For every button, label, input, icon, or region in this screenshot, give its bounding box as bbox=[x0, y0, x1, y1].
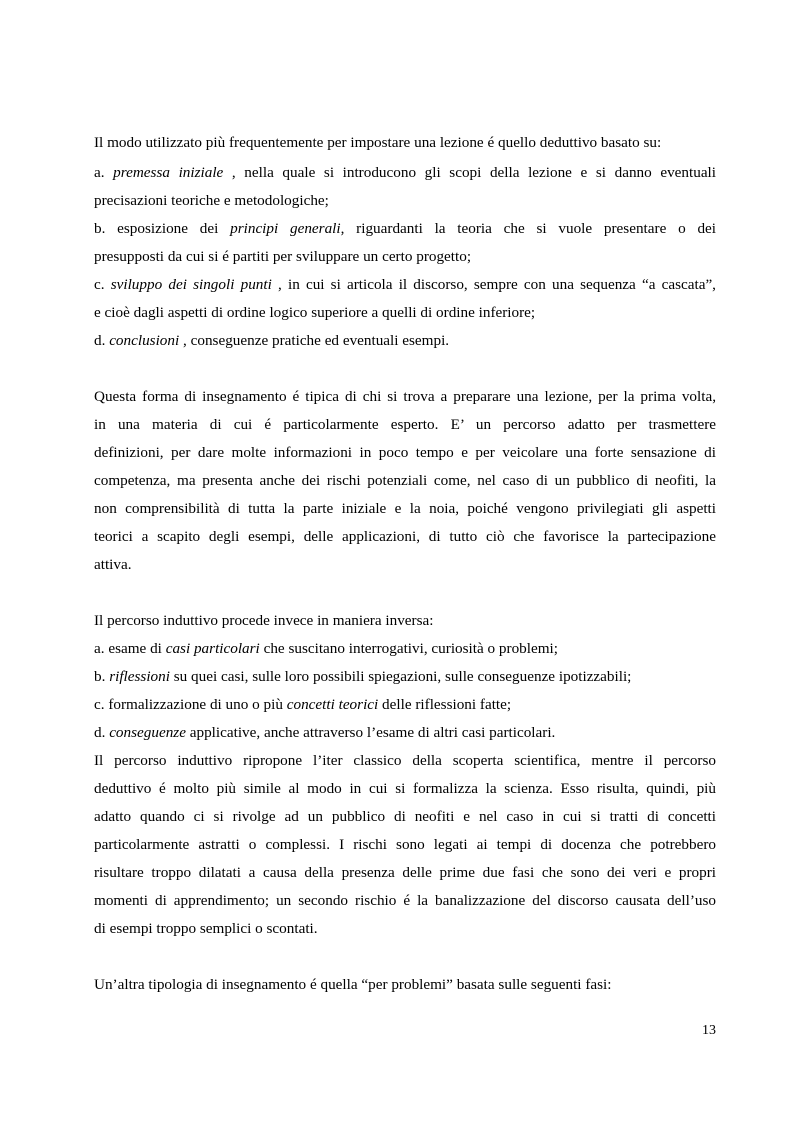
paragraph-deductive-line: in una materia di cui é particolarmente esperto. E’ un percorso adatto per trasmettere bbox=[94, 416, 716, 433]
item-prefix: d. bbox=[94, 332, 110, 349]
inductive-item-a bbox=[94, 639, 716, 659]
item-prefix: c. bbox=[94, 276, 111, 293]
item-prefix: a. esame di bbox=[94, 640, 166, 657]
paragraph-deductive-line: teorici a scapito degli esempi, delle applicazioni, di tutto ciò che favorisce la partecipazione bbox=[94, 528, 716, 545]
item-prefix: d. bbox=[94, 724, 110, 741]
item-term: riflessioni bbox=[109, 668, 170, 685]
paragraph-inductive-line: deduttivo é molto più simile al modo in cui si formalizza la scienza. Esso risulta, quindi, più bbox=[94, 780, 716, 797]
item-prefix: a. bbox=[94, 164, 114, 181]
paragraph-inductive-line: di esempi troppo semplici o scontati. bbox=[94, 920, 318, 937]
deductive-item-b bbox=[94, 219, 716, 239]
item-term: casi particolari bbox=[165, 640, 260, 657]
item-text: che suscitano interrogativi, curiosità o problemi; bbox=[259, 640, 558, 657]
paragraph-deductive-line: definizioni, per dare molte informazioni in poco tempo e per veicolare una forte sensazione di bbox=[94, 444, 716, 461]
deductive-item-c-cont: e cioè dagli aspetti di ordine logico superiore a quelli di ordine inferiore; bbox=[94, 304, 536, 321]
paragraph-deductive-line: Questa forma di insegnamento é tipica di chi si trova a preparare una lezione, per la prima volta, bbox=[94, 388, 716, 405]
item-text: applicative, anche attraverso l’esame di altri casi particolari. bbox=[185, 724, 556, 741]
paragraph-inductive-line: momenti di apprendimento; un secondo rischio é la banalizzazione del discorso causata dell’uso bbox=[94, 892, 716, 909]
item-prefix: c. formalizzazione di uno o più bbox=[94, 696, 287, 713]
item-text: delle riflessioni fatte; bbox=[378, 696, 512, 713]
item-term: principi generali bbox=[230, 220, 341, 237]
deductive-item-d bbox=[94, 331, 716, 351]
item-text: , in cui si articola il discorso, sempre con una sequenza “a cascata”, bbox=[271, 276, 716, 293]
inductive-item-c bbox=[94, 695, 716, 715]
paragraph-inductive-intro: Il percorso induttivo procede invece in maniera inversa: bbox=[94, 612, 434, 629]
paragraph-deductive-line: attiva. bbox=[94, 556, 132, 573]
item-text: , riguardanti la teoria che si vuole presentare o dei bbox=[340, 220, 716, 237]
page-number: 13 bbox=[702, 1023, 716, 1038]
item-term: premessa iniziale bbox=[113, 164, 224, 181]
item-prefix: b. bbox=[94, 668, 110, 685]
inductive-item-b bbox=[94, 667, 716, 687]
paragraph-inductive-line: particolarmente astratti o complessi. I rischi sono legati ai tempi di docenza che potrebbero bbox=[94, 836, 716, 853]
paragraph-inductive-line: risultare troppo dilatati a causa della presenza delle prime due fasi che sono dei veri e propri bbox=[94, 864, 716, 881]
paragraph-inductive-line: adatto quando ci si rivolge ad un pubblico di neofiti e nel caso in cui si tratti di concetti bbox=[94, 808, 716, 825]
deductive-item-a-cont: precisazioni teoriche e metodologiche; bbox=[94, 192, 329, 209]
inductive-item-d bbox=[94, 723, 716, 743]
paragraph-problems-intro: Un’altra tipologia di insegnamento é quella “per problemi” basata sulle seguenti fasi: bbox=[94, 976, 612, 993]
item-text: su quei casi, sulle loro possibili spiegazioni, sulle conseguenze ipotizzabili; bbox=[169, 668, 632, 685]
paragraph-deductive-intro: Il modo utilizzato più frequentemente per impostare una lezione é quello deduttivo basato su: bbox=[94, 134, 662, 151]
deductive-item-a bbox=[94, 163, 716, 183]
item-term: sviluppo dei singoli punti bbox=[110, 276, 272, 293]
paragraph-deductive-line: competenza, ma presenta anche dei rischi potenziali come, nel caso di un pubblico di neofiti, la bbox=[94, 472, 716, 489]
item-term: concetti teorici bbox=[286, 696, 379, 713]
deductive-item-b-cont: presupposti da cui si é partiti per sviluppare un certo progetto; bbox=[94, 248, 472, 265]
deductive-item-c bbox=[94, 275, 716, 295]
item-prefix: b. esposizione dei bbox=[94, 220, 231, 237]
item-text: , conseguenze pratiche ed eventuali esempi. bbox=[179, 332, 450, 349]
paragraph-deductive-line: non comprensibilità di tutta la parte iniziale e la noia, poiché vengono privilegiati gli aspetti bbox=[94, 500, 716, 517]
paragraph-inductive-line: Il percorso induttivo ripropone l’iter classico della scoperta scientifica, mentre il percorso bbox=[94, 752, 716, 769]
item-text: , nella quale si introducono gli scopi della lezione e si danno eventuali bbox=[223, 164, 716, 181]
item-term: conseguenze bbox=[109, 724, 186, 741]
item-term: conclusioni bbox=[109, 332, 180, 349]
